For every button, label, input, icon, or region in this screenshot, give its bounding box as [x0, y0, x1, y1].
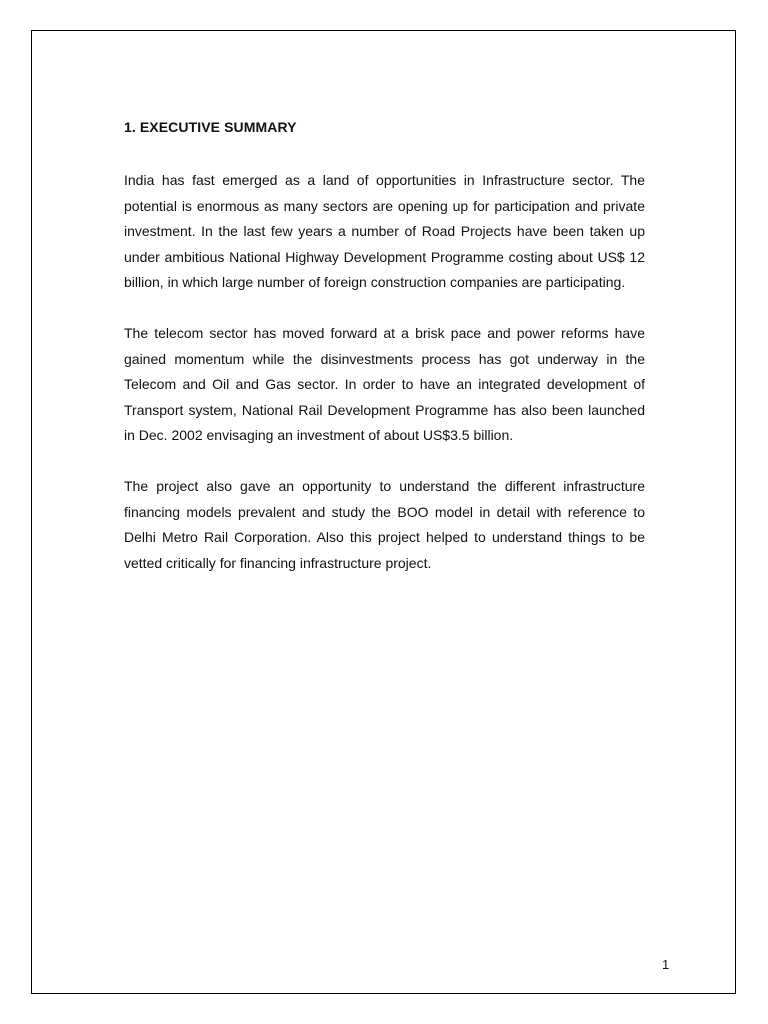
paragraph-1: India has fast emerged as a land of opportunities in Infrastructure sector. The potential is enormous as many sectors are opening up for participation and private investment. In the last few years a number of Road Projects have been taken up under ambitious National Highway Development Programme costing about US$ 12 billion, in which large number of foreign construction companies are participating. — [124, 172, 645, 291]
page-number: 1 — [662, 957, 670, 972]
page-content — [124, 117, 645, 601]
section-heading: 1. EXECUTIVE SUMMARY — [124, 119, 297, 135]
paragraph-2: The telecom sector has moved forward at a brisk pace and power reforms have gained momentum while the disinvestments process has got underway in the Telecom and Oil and Gas sector. In order to have an integrated development of Transport system, National Rail Development Programme has also been launched in Dec. 2002 envisaging an investment of about US$3.5 billion. — [124, 324, 645, 444]
paragraph-3: The project also gave an opportunity to understand the different infrastructure financing models prevalent and study the BOO model in detail with reference to Delhi Metro Rail Corporation. Also this project helped to understand things to be vetted critically for financing infrastructure project. — [124, 477, 645, 571]
